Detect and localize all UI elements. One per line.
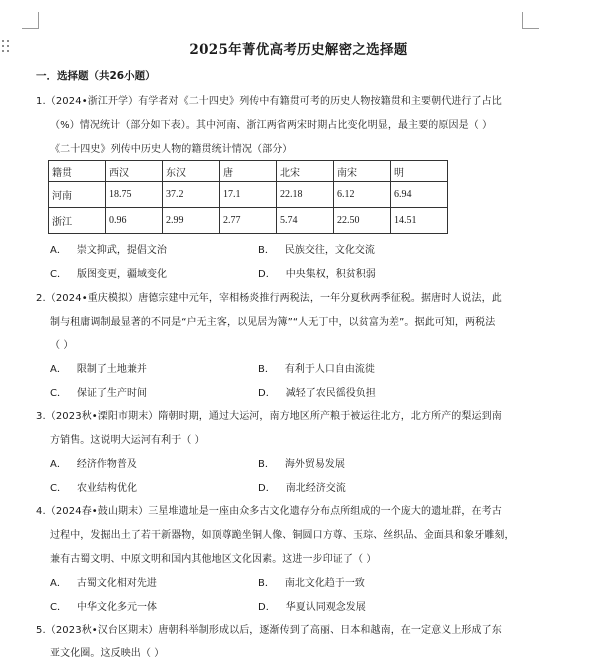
option-letter: C． <box>50 269 67 280</box>
option-text: 版图变更，疆域变化 <box>76 269 167 280</box>
table-cell: 22.50 <box>334 208 391 234</box>
question-5-text-line-2: 亚文化圈。这反映出（ ） <box>50 648 165 659</box>
option-letter: B． <box>258 245 275 256</box>
option-text: 南北经济交流 <box>285 483 346 494</box>
question-1-text-line-1: 1.（2024•浙江开学）有学者对《二十四史》列传中有籍贯可考的历史人物按籍贯和主要朝代进行了占比 <box>36 96 502 107</box>
table-header-cell: 西汉 <box>106 161 163 182</box>
option-text: 民族交往，文化交流 <box>284 245 375 256</box>
option-letter: B． <box>258 578 275 589</box>
page-corner-mark-top-right <box>522 12 539 29</box>
option-text: 崇文抑武，提倡文治 <box>76 245 167 256</box>
table-cell: 18.75 <box>106 182 163 208</box>
table-header-cell: 北宋 <box>277 161 334 182</box>
table-cell: 5.74 <box>277 208 334 234</box>
option-letter: A． <box>50 364 67 375</box>
question-2-option-b[interactable] <box>258 360 375 375</box>
question-3-option-a[interactable] <box>50 455 137 470</box>
question-3-option-b[interactable] <box>258 455 345 470</box>
table-cell: 22.18 <box>277 182 334 208</box>
option-letter: A． <box>50 578 67 589</box>
question-2-option-d[interactable] <box>258 384 376 399</box>
table-header-cell: 东汉 <box>163 161 220 182</box>
data-table <box>48 160 448 234</box>
question-1-text-line-2: （%）情况统计（部分如下表）。其中河南、浙江两省两宋时期占比变化明显，最主要的原因是（ ） <box>50 120 493 131</box>
question-2-option-a[interactable] <box>50 360 147 375</box>
question-3-option-c[interactable] <box>50 479 137 494</box>
question-4-text-line-3: 兼有古蜀文明、中原文明和国内其他地区文化因素。这进一步印证了（ ） <box>50 554 377 565</box>
question-1-option-b[interactable] <box>258 241 375 256</box>
option-letter: A． <box>50 459 67 470</box>
table-cell: 14.51 <box>391 208 448 234</box>
question-1-option-c[interactable] <box>50 265 167 280</box>
option-letter: D． <box>258 269 276 280</box>
table-header-cell: 南宋 <box>334 161 391 182</box>
option-letter: B． <box>258 364 275 375</box>
question-4-text-line-1: 4.（2024春•鼓山期末）三星堆遗址是一座由众多古文化遗存分布点所组成的一个庞大的遗址群，在考古 <box>36 506 502 517</box>
option-text: 古蜀文化相对先进 <box>76 578 157 589</box>
table-cell: 河南 <box>49 182 106 208</box>
question-3-text-line-1: 3.（2023秋•溧阳市期末）隋朝时期，通过大运河，南方地区所产粮于被运往北方，北方所产的梨运到南 <box>36 411 502 422</box>
option-letter: A． <box>50 245 67 256</box>
question-4-text-line-2: 过程中，发掘出土了若干新器物，如顶尊跪坐铜人像、铜圆口方尊、玉琮、丝织品、金面具和象牙雕刻， <box>50 530 515 541</box>
question-4-option-b[interactable] <box>258 574 365 589</box>
table-cell: 6.94 <box>391 182 448 208</box>
table-cell: 浙江 <box>49 208 106 234</box>
option-text: 有利于人口自由流徙 <box>284 364 375 375</box>
table-cell: 2.99 <box>163 208 220 234</box>
question-2-text-line-1: 2.（2024•重庆模拟）唐德宗建中元年，宰相杨炎推行两税法，一年分夏秋两季征税。据唐时人说法，此 <box>36 293 502 304</box>
section-heading: 一．选择题（共26小题） <box>36 70 156 82</box>
option-letter: D． <box>258 388 276 399</box>
table-cell: 37.2 <box>163 182 220 208</box>
option-text: 中央集权，积贫积弱 <box>285 269 376 280</box>
table-cell: 6.12 <box>334 182 391 208</box>
question-4-option-c[interactable] <box>50 598 157 613</box>
option-text: 中华文化多元一体 <box>76 602 157 613</box>
option-text: 海外贸易发展 <box>284 459 345 470</box>
question-2-text-line-2: 制与租庸调制最显著的不同是“户无主客，以见居为簿”“人无丁中，以贫富为差”。据此可知，两税法 <box>50 317 496 328</box>
table-caption: 《二十四史》列传中历史人物的籍贯统计情况（部分） <box>50 144 293 155</box>
page-corner-mark-top-left <box>22 12 39 29</box>
option-letter: C． <box>50 388 67 399</box>
option-text: 保证了生产时间 <box>76 388 147 399</box>
option-text: 限制了土地兼并 <box>76 364 147 375</box>
document-title: 2025年菁优高考历史解密之选择题 <box>189 42 408 58</box>
question-3-text-line-2: 方销售。这说明大运河有利于（ ） <box>50 435 205 446</box>
table-cell: 17.1 <box>220 182 277 208</box>
table-cell: 2.77 <box>220 208 277 234</box>
table-header-cell: 唐 <box>220 161 277 182</box>
table-row <box>49 208 448 234</box>
option-letter: D． <box>258 602 276 613</box>
option-letter: B． <box>258 459 275 470</box>
option-text: 农业结构优化 <box>76 483 137 494</box>
table-row <box>49 182 448 208</box>
option-text: 经济作物普及 <box>76 459 137 470</box>
option-text: 减轻了农民徭役负担 <box>285 388 376 399</box>
option-letter: C． <box>50 483 67 494</box>
option-text: 南北文化趋于一致 <box>284 578 365 589</box>
question-4-option-d[interactable] <box>258 598 366 613</box>
option-text: 华夏认同观念发展 <box>285 602 366 613</box>
table-header-cell: 明 <box>391 161 448 182</box>
option-letter: C． <box>50 602 67 613</box>
table-cell: 0.96 <box>106 208 163 234</box>
question-2-option-c[interactable] <box>50 384 147 399</box>
option-letter: D． <box>258 483 276 494</box>
question-4-option-a[interactable] <box>50 574 157 589</box>
question-1-option-d[interactable] <box>258 265 376 280</box>
table-header-row <box>49 161 448 182</box>
question-2-text-line-3: （ ） <box>50 340 74 351</box>
table-header-cell: 籍贯 <box>49 161 106 182</box>
question-3-option-d[interactable] <box>258 479 346 494</box>
question-1-option-a[interactable] <box>50 241 167 256</box>
question-5-text-line-1: 5.（2023秋•汉台区期末）唐朝科举制形成以后，逐渐传到了高丽、日本和越南，在一定意义上形成了东 <box>36 625 502 636</box>
